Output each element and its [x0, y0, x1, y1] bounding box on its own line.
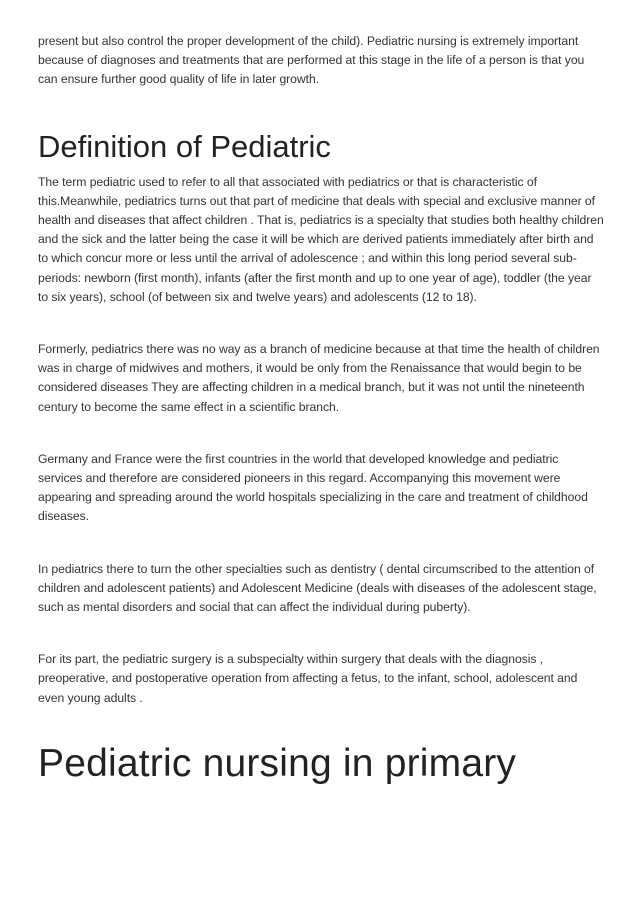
intro-paragraph: present but also control the proper development of the child). Pediatric nursing is extremely important because of diagnoses and treatments that are performed at this stage in the life of a person is that you can ensure further good quality of life in later growth.: [38, 34, 585, 87]
specialties-paragraph: In pediatrics there to turn the other specialties such as dentistry ( dental circumscribed to the attention of children and adolescent patients) and Adolescent Medicine (deals with diseases of the adolescent stage, such as mental disorders and social that can affect the individual during puberty).: [38, 561, 597, 615]
section-heading-primary-nursing: Pediatric nursing in primary: [38, 741, 517, 785]
section-heading-definition: Definition of Pediatric: [38, 128, 331, 164]
surgery-paragraph: For its part, the pediatric surgery is a subspecialty within surgery that deals with the diagnosis , preoperative, and postoperative operation from affecting a fetus, to the infant, school, adolescent and even young adults .: [38, 652, 578, 705]
document-content: [38, 32, 604, 788]
pioneers-paragraph: Germany and France were the first countries in the world that developed knowledge and pediatric services and therefore are considered pioneers in this regard. Accompanying this movement were appearing and spreading around the world hospitals specializing in the care and treatment of childhood diseases.: [38, 451, 588, 524]
history-paragraph: Formerly, pediatrics there was no way as a branch of medicine because at that time the health of children was in charge of midwives and mothers, it would be only from the Renaissance that would begin to be considered diseases They are affecting children in a medical branch, but it was not until the nineteenth century to become the same effect in a scientific branch.: [38, 342, 600, 414]
definition-paragraph: The term pediatric used to refer to all that associated with pediatrics or that is characteristic of this.Meanwhile, pediatrics turns out that part of medicine that deals with special and exclusive manner of health and diseases that affect children . That is, pediatrics is a specialty that studies both healthy children and the sick and the latter being the case it will be which are derived patients immediately after birth and to which concur more or less until the arrival of adolescence ; and within this long period several sub-periods: newborn (first month), infants (after the first month and up to one year of age), toddler (the year to six years), school (of between six and twelve years) and adolescents (12 to 18).: [38, 174, 604, 304]
